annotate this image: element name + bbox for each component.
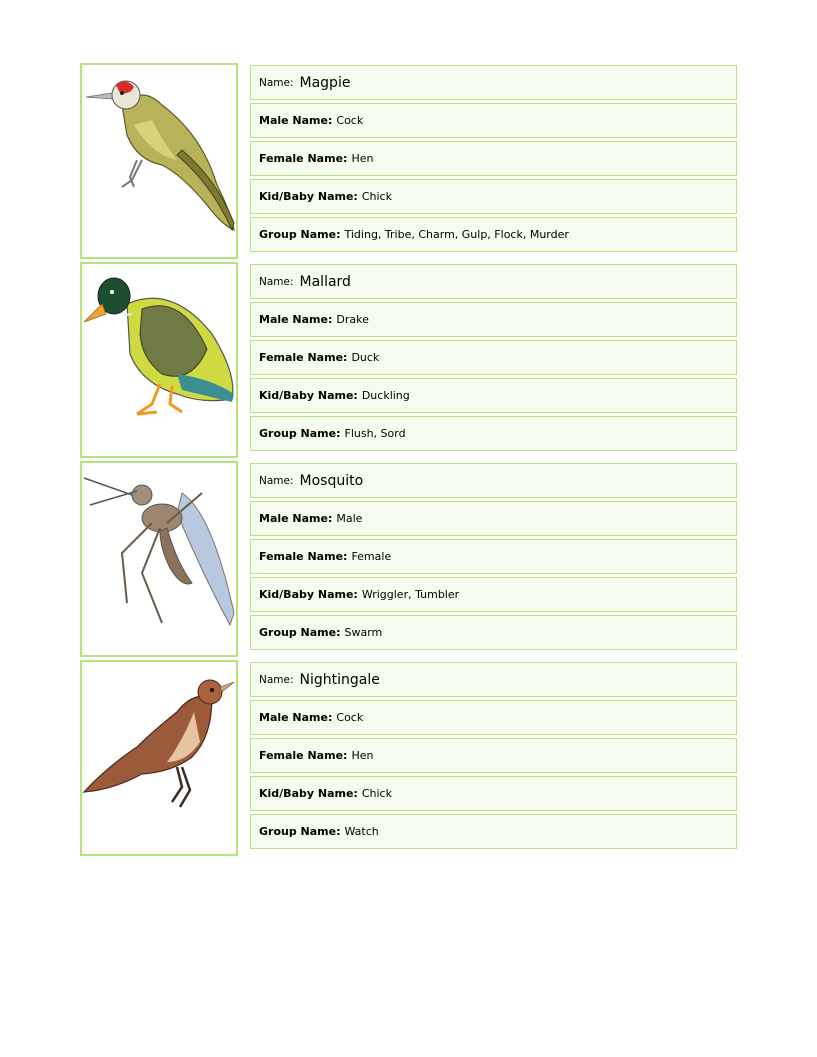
mosquito-illustration bbox=[82, 463, 236, 655]
group-name-row bbox=[250, 416, 737, 451]
female-name-label: Female Name: bbox=[259, 152, 348, 165]
name-row bbox=[250, 662, 737, 697]
group-name-row bbox=[250, 814, 737, 849]
name-label: Name: bbox=[259, 275, 294, 288]
female-name-row bbox=[250, 141, 737, 176]
animal-card-mallard bbox=[80, 262, 740, 457]
group-name-value: Flush, Sord bbox=[344, 427, 406, 440]
female-name-value: Hen bbox=[351, 152, 374, 165]
group-name-value: Tiding, Tribe, Charm, Gulp, Flock, Murder bbox=[344, 228, 569, 241]
kid-name-value: Chick bbox=[361, 190, 392, 203]
kid-name-value: Chick bbox=[361, 787, 392, 800]
group-name-row bbox=[250, 217, 737, 252]
male-name-value: Drake bbox=[336, 313, 369, 326]
male-name-value: Male bbox=[336, 512, 363, 525]
name-label: Name: bbox=[259, 76, 294, 89]
female-name-value: Hen bbox=[351, 749, 374, 762]
female-name-row bbox=[250, 738, 737, 773]
kid-name-label: Kid/Baby Name: bbox=[259, 389, 358, 402]
name-row bbox=[250, 463, 737, 498]
male-name-row bbox=[250, 103, 737, 138]
female-name-label: Female Name: bbox=[259, 351, 348, 364]
animal-image-frame bbox=[80, 660, 238, 856]
group-name-label: Group Name: bbox=[259, 626, 341, 639]
name-row bbox=[250, 264, 737, 299]
animal-name: Mosquito bbox=[299, 472, 364, 489]
female-name-value: Duck bbox=[351, 351, 380, 364]
animal-name: Magpie bbox=[299, 74, 351, 91]
animal-card-mosquito bbox=[80, 461, 740, 656]
name-label: Name: bbox=[259, 474, 294, 487]
name-label: Name: bbox=[259, 673, 294, 686]
kid-name-row bbox=[250, 776, 737, 811]
female-name-value: Female bbox=[351, 550, 392, 563]
male-name-row bbox=[250, 700, 737, 735]
female-name-row bbox=[250, 340, 737, 375]
male-name-label: Male Name: bbox=[259, 512, 333, 525]
female-name-label: Female Name: bbox=[259, 550, 348, 563]
group-name-value: Watch bbox=[344, 825, 379, 838]
magpie-illustration bbox=[82, 65, 236, 257]
male-name-value: Cock bbox=[336, 711, 364, 724]
kid-name-value: Duckling bbox=[361, 389, 410, 402]
male-name-label: Male Name: bbox=[259, 114, 333, 127]
group-name-label: Group Name: bbox=[259, 825, 341, 838]
kid-name-value: Wriggler, Tumbler bbox=[361, 588, 460, 601]
animal-image-frame bbox=[80, 63, 238, 259]
group-name-value: Swarm bbox=[344, 626, 383, 639]
kid-name-row bbox=[250, 179, 737, 214]
male-name-value: Cock bbox=[336, 114, 364, 127]
animal-name: Mallard bbox=[299, 273, 351, 290]
nightingale-illustration bbox=[82, 662, 236, 854]
animal-image-frame bbox=[80, 461, 238, 657]
mallard-illustration bbox=[82, 264, 236, 456]
male-name-label: Male Name: bbox=[259, 711, 333, 724]
name-row bbox=[250, 65, 737, 100]
kid-name-label: Kid/Baby Name: bbox=[259, 588, 358, 601]
group-name-row bbox=[250, 615, 737, 650]
animal-image-frame bbox=[80, 262, 238, 458]
female-name-label: Female Name: bbox=[259, 749, 348, 762]
kid-name-row bbox=[250, 577, 737, 612]
animal-card-magpie bbox=[80, 63, 740, 258]
animal-name: Nightingale bbox=[299, 671, 380, 688]
male-name-label: Male Name: bbox=[259, 313, 333, 326]
group-name-label: Group Name: bbox=[259, 427, 341, 440]
kid-name-label: Kid/Baby Name: bbox=[259, 787, 358, 800]
kid-name-row bbox=[250, 378, 737, 413]
female-name-row bbox=[250, 539, 737, 574]
male-name-row bbox=[250, 302, 737, 337]
animal-card-nightingale bbox=[80, 660, 740, 855]
male-name-row bbox=[250, 501, 737, 536]
group-name-label: Group Name: bbox=[259, 228, 341, 241]
kid-name-label: Kid/Baby Name: bbox=[259, 190, 358, 203]
